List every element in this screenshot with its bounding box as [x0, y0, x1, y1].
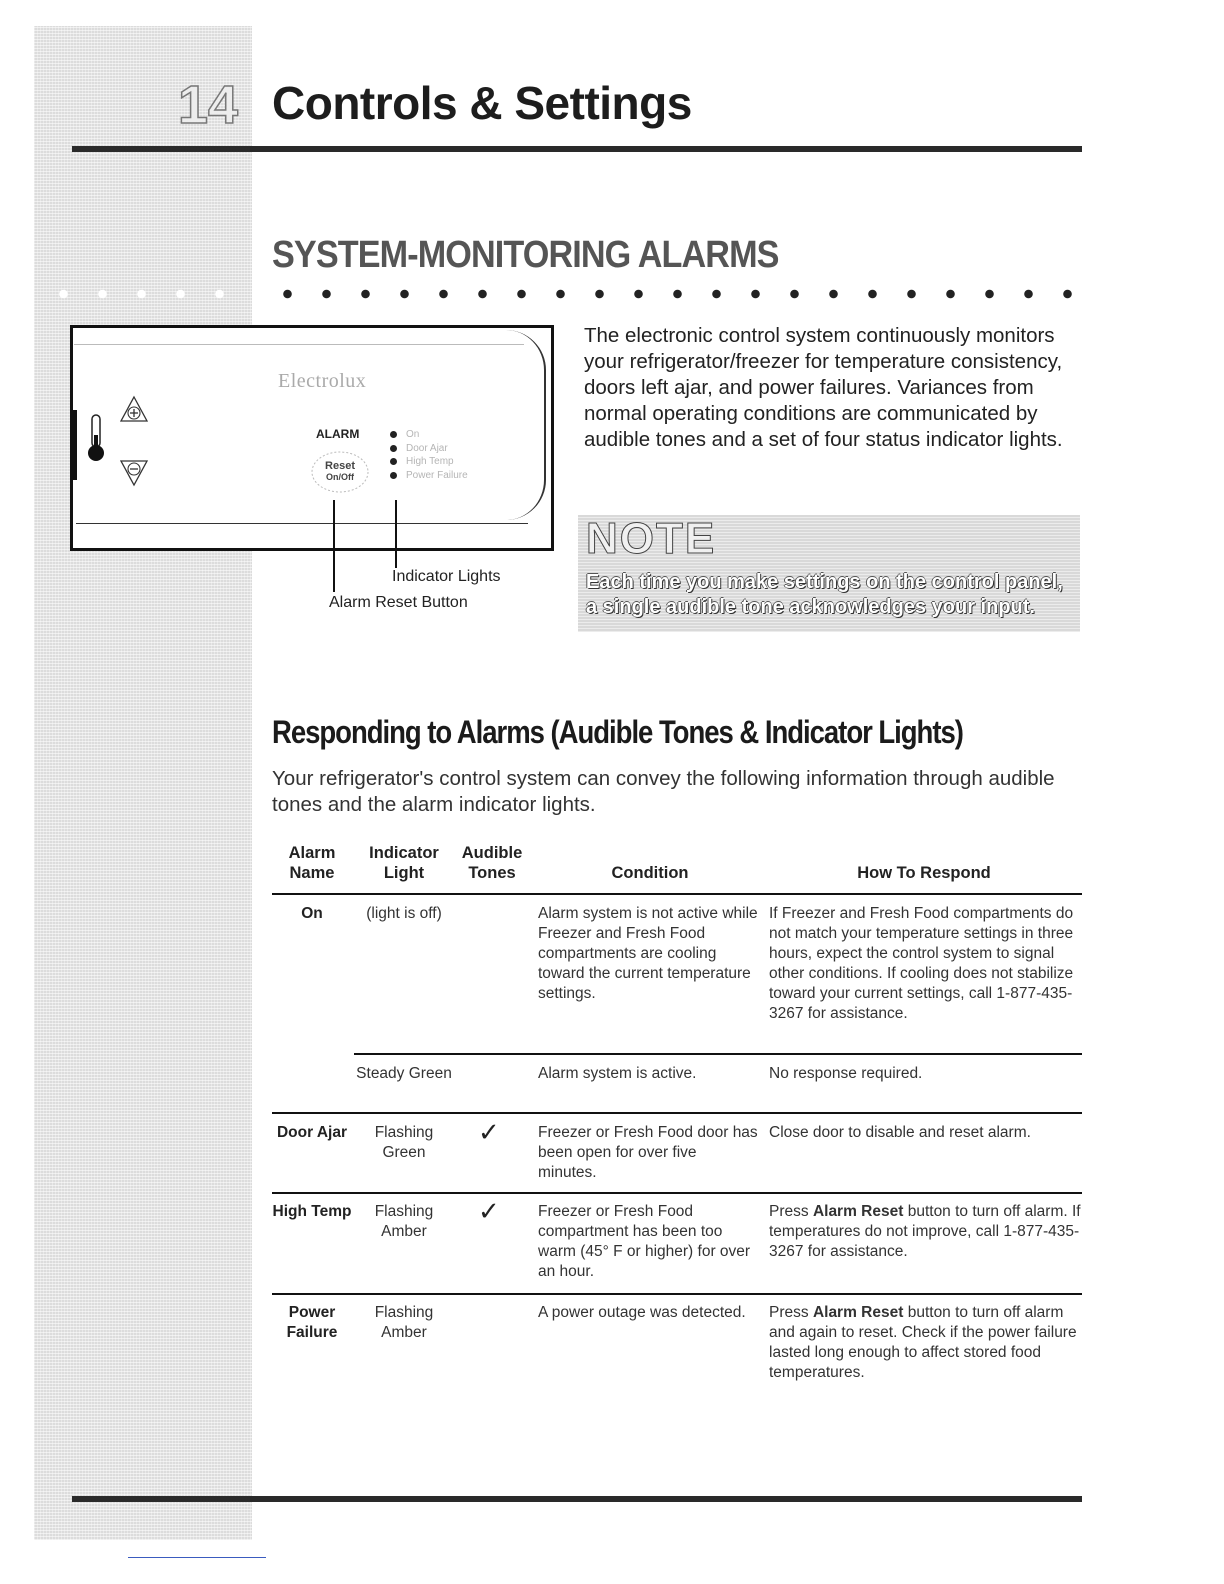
- header-audible-tones: [452, 843, 532, 883]
- footer-rule: [72, 1496, 1082, 1502]
- temp-up-icon: [118, 394, 150, 426]
- reset-button-label: [318, 461, 362, 483]
- row-door-ajar-name: Door Ajar: [276, 1124, 348, 1141]
- callout-line-reset: [333, 500, 335, 592]
- light-high-temp: [390, 455, 468, 468]
- header-line: Name: [289, 864, 335, 882]
- light-door-ajar: [390, 442, 468, 455]
- row-high-temp-condition: Freezer or Fresh Food compartment has been too warm (45° F or higher) for over an hour.: [538, 1203, 751, 1280]
- response-text: Press: [769, 1203, 813, 1220]
- callout-indicator-lights: Indicator Lights: [392, 568, 501, 585]
- callout-line-lights: [395, 500, 397, 568]
- table-row-rule: [272, 1192, 1082, 1194]
- light-dot: [390, 431, 397, 438]
- row-high-temp-light: Flashing Amber: [374, 1203, 434, 1240]
- alarm-label: ALARM: [316, 427, 360, 441]
- indicator-lights: [390, 428, 468, 482]
- row-door-ajar-condition: Freezer or Fresh Food door has been open for over five minutes.: [538, 1124, 758, 1181]
- subsection-intro: Your refrigerator's control system can convey the following information through audible tones and the alarm indicator lights.: [272, 767, 1055, 816]
- header-alarm-name: [272, 843, 352, 883]
- light-dot: [390, 472, 397, 479]
- header-how-to-respond: How To Respond: [857, 864, 991, 882]
- panel-frame: [70, 325, 554, 551]
- light-on: [390, 428, 468, 441]
- table-row-rule: [272, 1293, 1082, 1295]
- intro-paragraph: The electronic control system continuously monitors your refrigerator/freezer for temperature consistency, doors left ajar, and power failures. Variances from normal operating conditions are communicated by audible tones and a set of four status indicator lights.: [584, 324, 1063, 451]
- header-line: Indicator: [369, 844, 439, 862]
- header-indicator-light: [354, 843, 454, 883]
- light-dot: [390, 458, 397, 465]
- reset-sublabel: On/Off: [326, 472, 354, 482]
- row-on-condition: Alarm system is not active while Freezer and Fresh Food compartments are cooling toward the current temperature settings.: [538, 905, 758, 1002]
- light-name: Power Failure: [406, 469, 468, 481]
- header-line: Audible: [461, 844, 523, 862]
- panel-curve: [500, 330, 546, 520]
- response-bold: Alarm Reset: [812, 1304, 904, 1321]
- note-text: Each time you make settings on the control panel, a single audible tone acknowledges your input.: [586, 571, 1063, 618]
- note-title: NOTE: [586, 514, 717, 563]
- subsection-title: Responding to Alarms (Audible Tones & Indicator Lights): [272, 714, 963, 750]
- panel-bottom-line: [76, 523, 528, 524]
- light-power-failure: [390, 469, 468, 482]
- row-on-response: If Freezer and Fresh Food compartments do not match your temperature settings in three hours, expect the control system to signal other conditions. If cooling does not stabilize toward your current settings, call 1-877-435-3267 for assistance.: [769, 905, 1074, 1022]
- row-power-failure-name: Power Failure: [286, 1304, 338, 1341]
- header-rule: [72, 146, 1082, 152]
- row-steady-response: No response required.: [769, 1065, 923, 1082]
- light-name: Door Ajar: [406, 442, 448, 454]
- callout-alarm-reset-button: Alarm Reset Button: [329, 594, 468, 611]
- table-row-rule: [354, 1053, 1082, 1055]
- header-line: Alarm: [288, 844, 336, 862]
- panel-handle: [70, 410, 77, 480]
- row-power-failure-condition: A power outage was detected.: [538, 1304, 746, 1321]
- chapter-title: Controls & Settings: [272, 77, 692, 129]
- footer-link-underline: [128, 1557, 266, 1558]
- response-bold: Alarm Reset: [812, 1203, 904, 1220]
- row-door-ajar-response: Close door to disable and reset alarm.: [769, 1124, 1031, 1141]
- table-header-rule: [272, 893, 1082, 895]
- response-text: Press: [769, 1304, 813, 1321]
- thermometer-icon: [87, 413, 105, 463]
- dotted-divider-sidebar: [44, 289, 244, 299]
- light-dot: [390, 445, 397, 452]
- check-icon: ✓: [478, 1118, 500, 1148]
- response-text: button to turn off alarm and again to reset. Check if the power failure lasted long enough to affect stored food temperatures.: [769, 1304, 1077, 1381]
- section-title: SYSTEM-MONITORING ALARMS: [272, 234, 779, 276]
- response-text: button to turn off alarm. If temperatures do not improve, call 1-877-435-3267 for assistance.: [769, 1203, 1081, 1260]
- light-name: High Temp: [406, 456, 454, 467]
- row-power-failure-response: [769, 1303, 1085, 1383]
- header-line: Tones: [468, 864, 516, 882]
- row-steady-light: Steady Green: [356, 1065, 452, 1082]
- row-high-temp-response: [769, 1202, 1085, 1262]
- temp-down-icon: [118, 456, 150, 488]
- row-on-light: (light is off): [366, 905, 442, 922]
- row-high-temp-name: High Temp: [272, 1203, 352, 1220]
- light-name: On: [406, 429, 420, 440]
- dotted-divider: [268, 289, 1080, 299]
- check-icon: ✓: [478, 1197, 500, 1227]
- row-on-name: On: [301, 905, 323, 922]
- row-steady-condition: Alarm system is active.: [538, 1065, 697, 1082]
- panel-inner-line: [74, 344, 524, 345]
- page-number: 14: [177, 75, 239, 135]
- table-row-rule: [272, 1112, 1082, 1114]
- header-condition: Condition: [611, 864, 689, 882]
- reset-label: Reset: [325, 460, 355, 472]
- side-decorative-bar: [34, 26, 252, 1540]
- header-line: Light: [383, 864, 425, 882]
- row-power-failure-light: Flashing Amber: [374, 1304, 434, 1341]
- row-door-ajar-light: Flashing Green: [374, 1124, 434, 1161]
- brand-logo: Electrolux: [278, 370, 367, 392]
